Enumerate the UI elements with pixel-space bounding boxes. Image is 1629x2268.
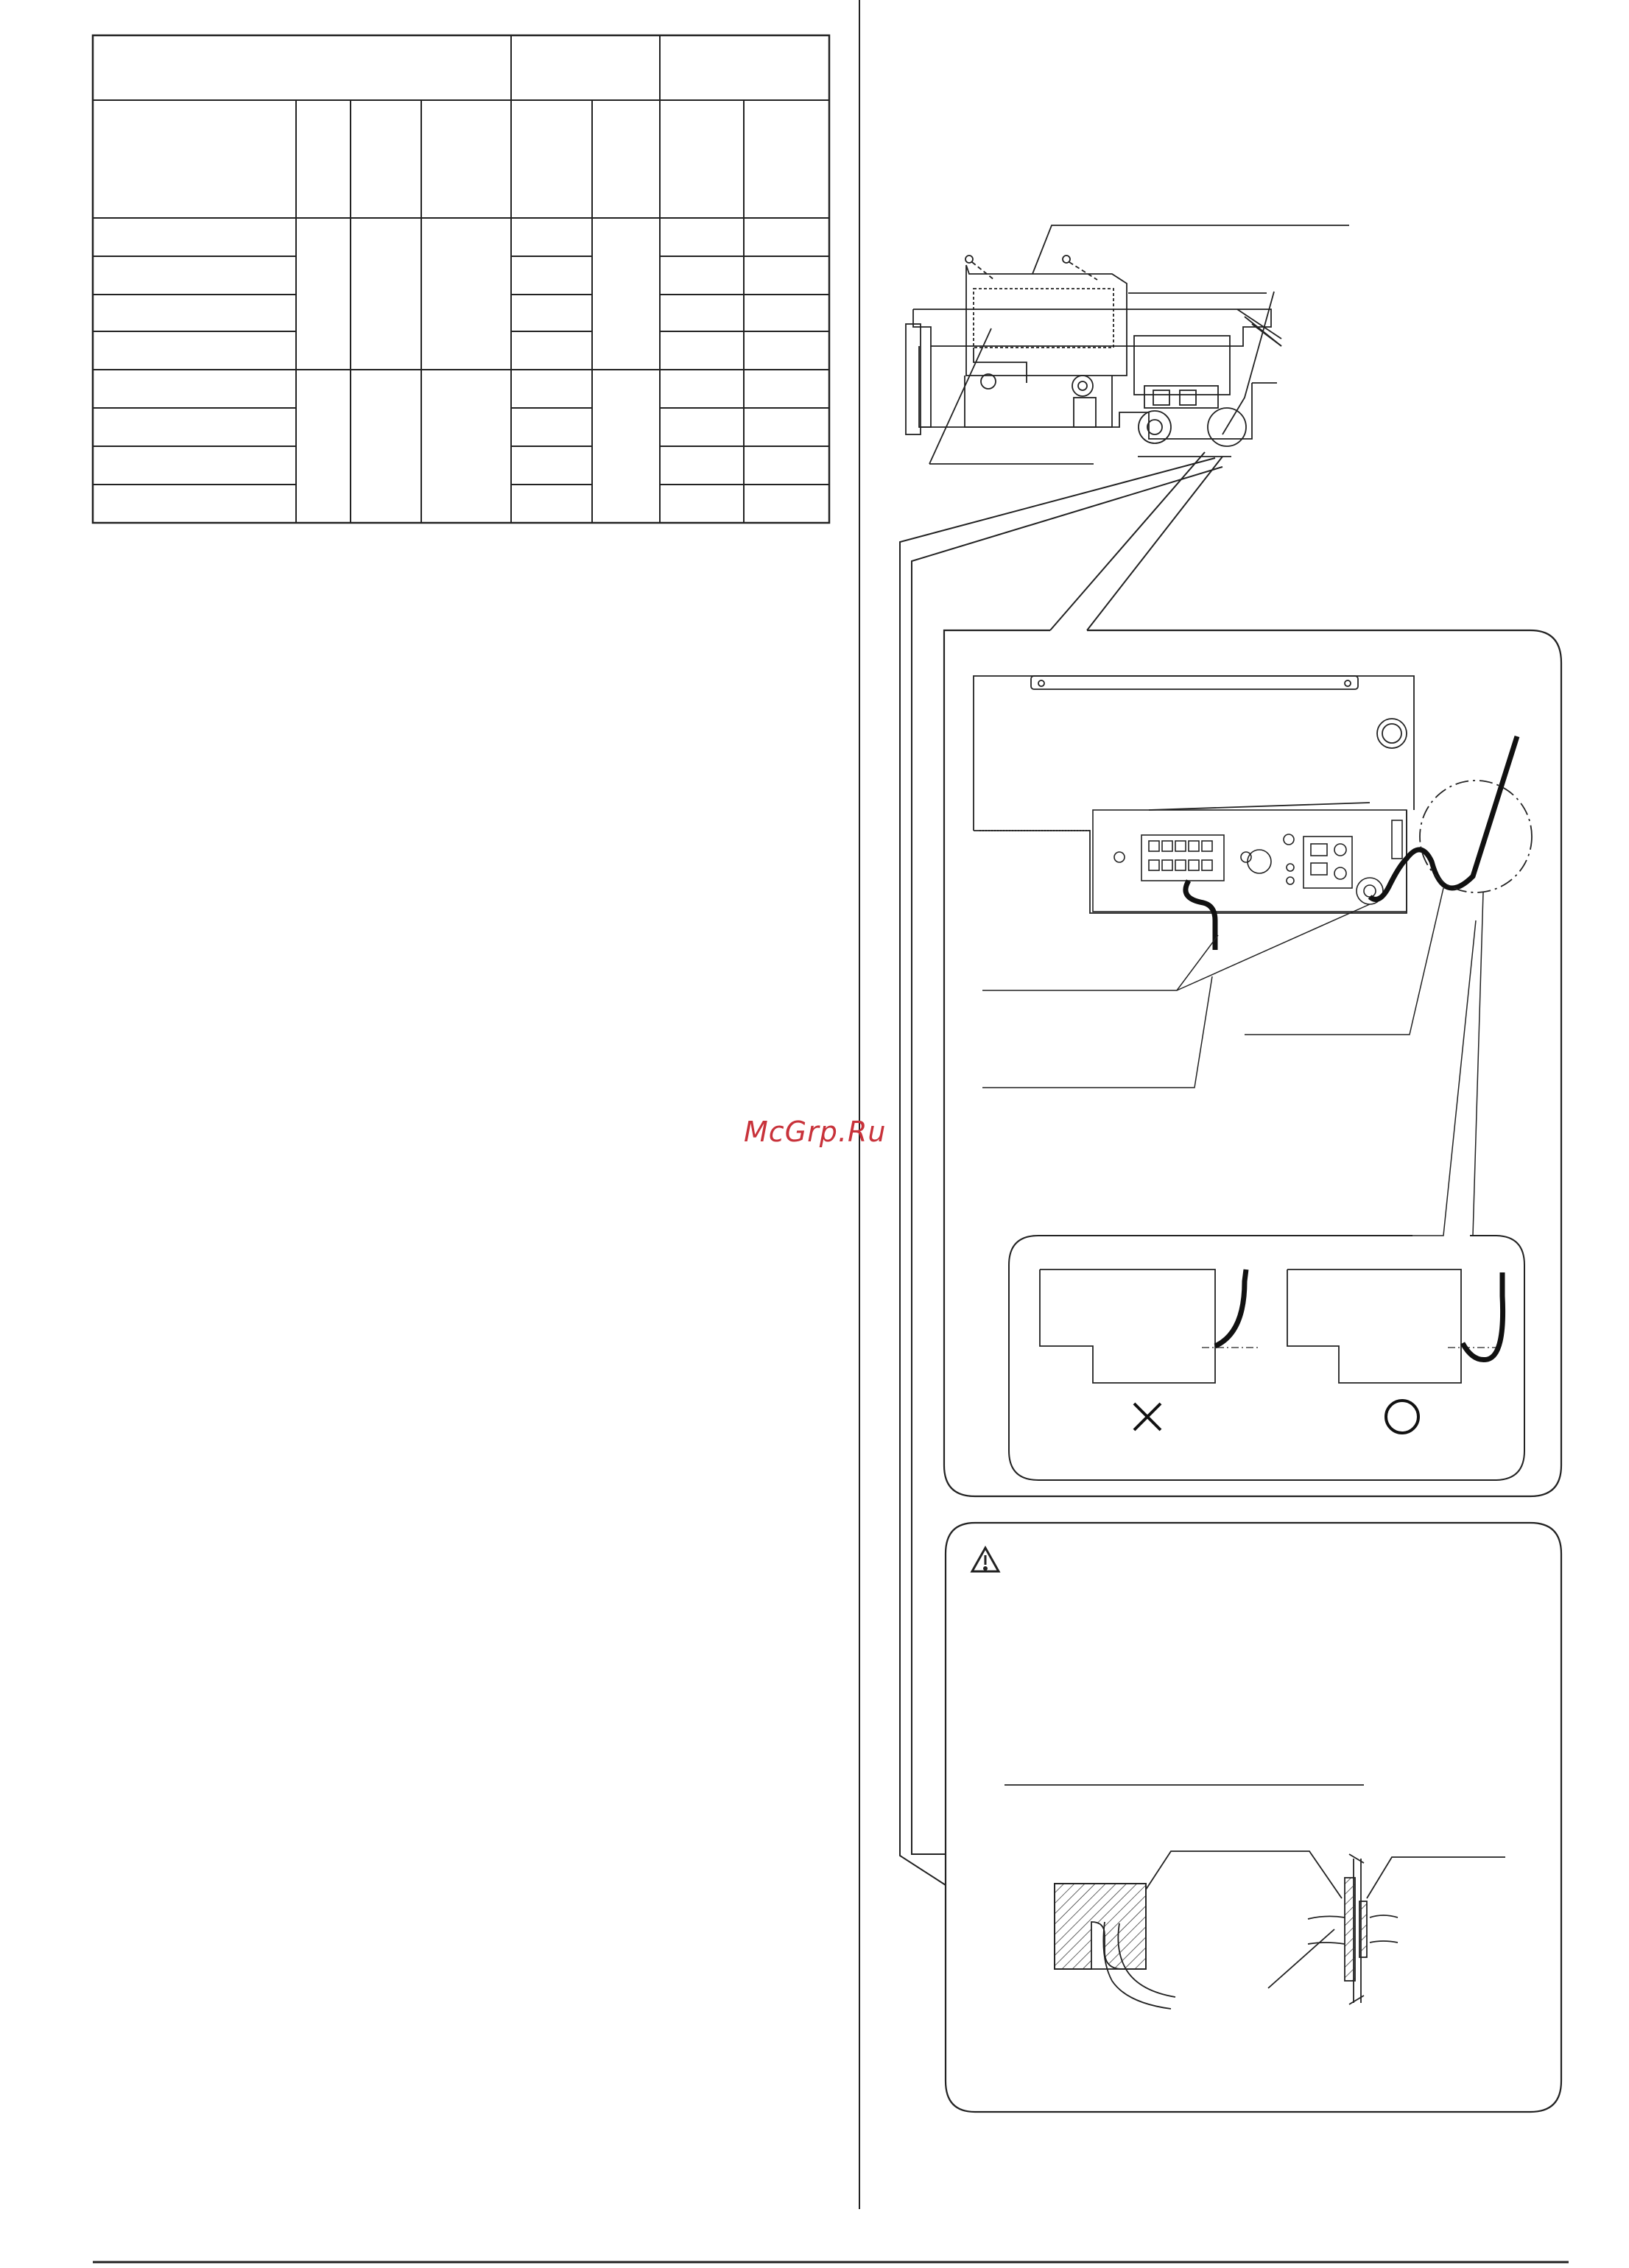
- right-mark-icon: [1386, 1401, 1418, 1433]
- bushing-section-drawing: [1055, 1851, 1342, 2009]
- screw-icon: [965, 256, 1097, 280]
- cable-compare-panel: [1009, 1236, 1524, 1480]
- leader-line: [912, 467, 1222, 1854]
- right-example: [1287, 1269, 1503, 1433]
- leader-line: [900, 458, 1215, 1885]
- grommet-section-drawing: [1268, 1854, 1505, 2004]
- terminal-detail-panel: [944, 452, 1561, 1496]
- unit-overview-drawing: [906, 225, 1349, 464]
- spec-table: [93, 35, 829, 523]
- terminal-block: [1093, 810, 1407, 912]
- warning-triangle-icon: [972, 1548, 999, 1571]
- wrong-mark-icon: [1134, 1404, 1161, 1430]
- highlight-circle: [1420, 781, 1532, 892]
- wrong-example: [1040, 1269, 1258, 1430]
- watermark: McGrp.Ru: [744, 1116, 887, 1148]
- signal-cable: [1370, 736, 1517, 899]
- power-cable: [1186, 881, 1215, 950]
- caution-panel: [946, 1523, 1561, 2112]
